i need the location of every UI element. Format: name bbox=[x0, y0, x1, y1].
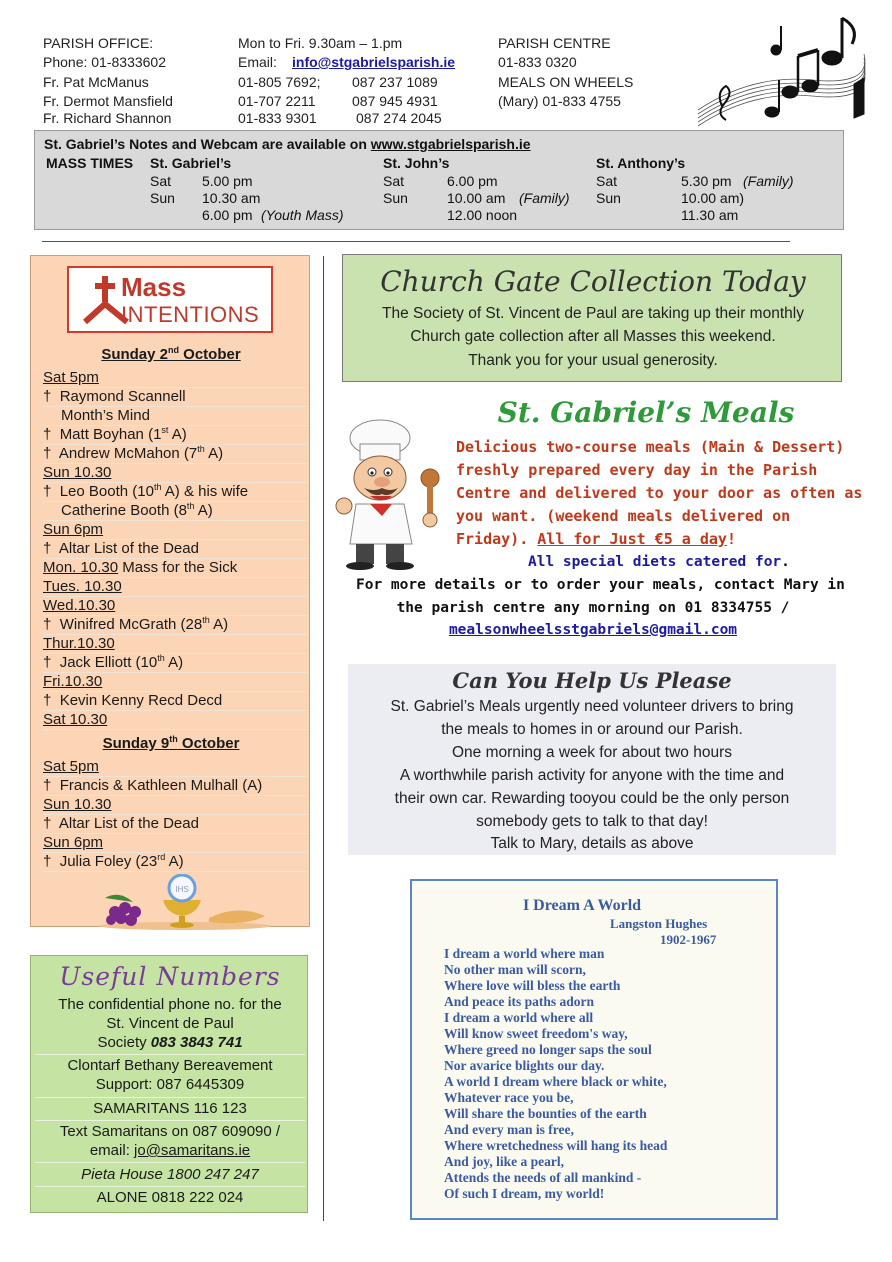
divider bbox=[35, 1054, 305, 1055]
office-phone: Phone: 01-8333602 bbox=[43, 54, 166, 70]
help-text: their own car. Rewarding tooyou could be the only person bbox=[394, 790, 790, 807]
bethany-phone: Support: 087 6445309 bbox=[95, 1076, 245, 1093]
office-label: PARISH OFFICE: bbox=[43, 35, 154, 51]
intention-time: Sun 10.30 bbox=[43, 464, 308, 483]
mass-day: Sun bbox=[150, 190, 175, 206]
mass-day: Sat bbox=[383, 173, 405, 189]
dagger-icon: † bbox=[43, 388, 52, 405]
intention-item: † Winifred McGrath (28th A) bbox=[43, 616, 308, 635]
intention-time: Wed.10.30 bbox=[43, 597, 308, 616]
mass-day: Sun bbox=[596, 190, 621, 206]
intention-time: Sat 5pm bbox=[43, 369, 308, 388]
divider bbox=[42, 241, 790, 242]
mass-time: 10.00 am bbox=[447, 190, 506, 206]
alone-phone: ALONE 0818 222 024 bbox=[96, 1189, 244, 1206]
church-gate-title: Church Gate Collection Today bbox=[380, 265, 806, 298]
mass-day: Sat bbox=[596, 173, 618, 189]
bethany-text: Clontarf Bethany Bereavement bbox=[67, 1057, 273, 1074]
divider bbox=[35, 1120, 305, 1121]
mass-note: (Family) bbox=[743, 173, 794, 189]
intention-time: Sun 10.30 bbox=[43, 796, 308, 815]
priest-phone: 01-805 7692; bbox=[238, 74, 321, 90]
meals-price: All for Just €5 a day bbox=[537, 530, 727, 548]
meals-text: you want. (weekend meals delivered on bbox=[456, 507, 791, 525]
office-email-link[interactable]: info@stgabrielsparish.ie bbox=[292, 54, 456, 70]
dagger-icon: † bbox=[43, 426, 52, 443]
svp-phone-line: Society 083 3843 741 bbox=[97, 1034, 243, 1051]
gate-text: The Society of St. Vincent de Paul are taking up their monthly bbox=[382, 305, 804, 322]
mass-time: 5.30 pm bbox=[681, 173, 732, 189]
poem-line: I dream a world where man bbox=[444, 946, 605, 961]
intention-item: † Francis & Kathleen Mulhall (A) bbox=[43, 777, 308, 796]
mass-day: Sat bbox=[150, 173, 172, 189]
sunday-heading: Sunday 9th October bbox=[102, 734, 240, 752]
help-text: A worthwhile parish activity for anyone with the time and bbox=[399, 767, 785, 784]
help-text: the meals to homes in or around our Parish. bbox=[441, 721, 743, 738]
poem-box bbox=[410, 879, 778, 1220]
intention-item: † Raymond Scannell bbox=[43, 388, 308, 407]
samaritans-email-link[interactable]: jo@samaritans.ie bbox=[134, 1142, 251, 1159]
priest-name: Fr. Richard Shannon bbox=[43, 110, 172, 126]
dagger-icon: † bbox=[43, 815, 52, 832]
svp-phone: 083 3843 741 bbox=[150, 1034, 243, 1051]
mass-times-table bbox=[34, 130, 844, 230]
help-text: Talk to Mary, details as above bbox=[490, 835, 694, 852]
intention-time: Sat 10.30 bbox=[43, 711, 308, 730]
intention-time: Thur.10.30 bbox=[43, 635, 308, 654]
meals-title: St. Gabriel’s Meals bbox=[497, 396, 795, 429]
useful-numbers-title: Useful Numbers bbox=[59, 962, 281, 991]
mass-day: Sun bbox=[383, 190, 408, 206]
poem-line: Will share the bounties of the earth bbox=[444, 1106, 647, 1121]
priest-mobile: 087 274 2045 bbox=[356, 110, 442, 126]
church-name: St. Anthony’s bbox=[596, 155, 686, 171]
intention-time: Tues. 10.30 bbox=[43, 578, 308, 597]
mass-note: (Youth Mass) bbox=[261, 207, 344, 223]
poem-line: No other man will scorn, bbox=[444, 962, 586, 977]
poem-line: And joy, like a pearl, bbox=[444, 1154, 565, 1169]
intention-item: † Leo Booth (10th A) & his wife bbox=[43, 483, 308, 502]
meals-label: MEALS ON WHEELS bbox=[498, 74, 634, 90]
poem-line: Where wretchedness will hang its head bbox=[444, 1138, 668, 1153]
intention-item: † Matt Boyhan (1st A) bbox=[43, 426, 308, 445]
poem-line: And peace its paths adorn bbox=[444, 994, 595, 1009]
sunday-heading: Sunday 2nd October bbox=[101, 345, 241, 363]
poem-line: Whatever race you be, bbox=[444, 1090, 574, 1105]
poem-line: Where greed no longer saps the soul bbox=[444, 1042, 652, 1057]
intention-item: † Andrew McMahon (7th A) bbox=[43, 445, 308, 464]
gate-text: Church gate collection after all Masses this weekend. bbox=[410, 328, 776, 345]
poem-line: Attends the needs of all mankind - bbox=[444, 1170, 642, 1185]
logo-word-intentions: INTENTIONS bbox=[121, 302, 260, 327]
intention-item: † Altar List of the Dead bbox=[43, 540, 308, 559]
divider bbox=[35, 1162, 305, 1163]
priest-name: Fr. Dermot Mansfield bbox=[43, 93, 173, 109]
centre-label: PARISH CENTRE bbox=[498, 35, 611, 51]
poem-line: And every man is free, bbox=[444, 1122, 574, 1137]
meals-email-link[interactable]: mealsonwheelsstgabriels@gmail.com bbox=[448, 622, 738, 638]
intention-item: † Kevin Kenny Recd Decd bbox=[43, 692, 308, 711]
intention-time: Sun 6pm bbox=[43, 521, 308, 540]
poem-line: Where love will bless the earth bbox=[444, 978, 621, 993]
samaritans-phone: SAMARITANS 116 123 bbox=[93, 1100, 247, 1117]
dagger-icon: † bbox=[43, 853, 52, 870]
special-diets: All special diets catered for. bbox=[528, 554, 790, 570]
mass-time: 10.30 am bbox=[202, 190, 261, 206]
svp-text: The confidential phone no. for the bbox=[58, 996, 282, 1013]
samaritans-email-line: email: jo@samaritans.ie bbox=[89, 1142, 251, 1159]
meals-contact: the parish centre any morning on 01 8334755 / bbox=[396, 600, 790, 616]
logo-word-mass: Mass bbox=[121, 272, 187, 302]
poem-line: A world I dream where black or white, bbox=[444, 1074, 667, 1089]
intention-item: Catherine Booth (8th A) bbox=[43, 502, 308, 521]
intention-time: Fri.10.30 bbox=[43, 673, 308, 692]
useful-numbers-panel bbox=[30, 955, 308, 1213]
host-text: IHS bbox=[175, 885, 189, 894]
poem-line: I dream a world where all bbox=[444, 1010, 594, 1025]
dagger-icon: † bbox=[43, 540, 52, 557]
dagger-icon: † bbox=[43, 692, 52, 709]
meals-contact: (Mary) 01-833 4755 bbox=[498, 93, 621, 109]
meals-text: freshly prepared every day in the Parish bbox=[456, 461, 818, 479]
intention-item: † Jack Elliott (10th A) bbox=[43, 654, 308, 673]
help-box bbox=[348, 664, 836, 855]
dagger-icon: † bbox=[43, 777, 52, 794]
chalice-grapes-icon bbox=[97, 874, 273, 930]
music-notes-icon bbox=[692, 14, 868, 130]
intention-item: Month’s Mind bbox=[43, 407, 308, 426]
mass-time: 5.00 pm bbox=[202, 173, 253, 189]
help-text: One morning a week for about two hours bbox=[451, 744, 732, 761]
priest-mobile: 087 945 4931 bbox=[352, 93, 438, 109]
intention-item: † Julia Foley (23rd A) bbox=[43, 853, 308, 872]
intention-time: Sat 5pm bbox=[43, 758, 308, 777]
poem-author: Langston Hughes bbox=[610, 916, 708, 931]
intention-time: Sun 6pm bbox=[43, 834, 308, 853]
mass-intentions-logo bbox=[67, 266, 273, 333]
intention-time: Mon. 10.30 Mass for the Sick bbox=[43, 559, 308, 578]
chef-icon bbox=[330, 416, 448, 572]
mass-intentions-panel bbox=[30, 255, 310, 927]
website-link[interactable]: www.stgabrielsparish.ie bbox=[370, 136, 531, 152]
priest-name: Fr. Pat McManus bbox=[43, 74, 149, 90]
dagger-icon: † bbox=[43, 616, 52, 633]
meals-contact: For more details or to order your meals, contact Mary in bbox=[356, 577, 845, 593]
poem-years: 1902-1967 bbox=[660, 932, 717, 947]
poem-line: Nor avarice blights our day. bbox=[444, 1058, 605, 1073]
priest-phone: 01-707 2211 bbox=[238, 93, 316, 109]
mass-times-label: MASS TIMES bbox=[46, 155, 134, 171]
church-gate-box bbox=[342, 254, 842, 382]
mass-time: 6.00 pm bbox=[447, 173, 498, 189]
dagger-icon: † bbox=[43, 654, 52, 671]
gate-text: Thank you for your usual generosity. bbox=[468, 352, 718, 369]
meals-price-line: Friday). All for Just €5 a day! bbox=[456, 530, 736, 548]
dagger-icon: † bbox=[43, 445, 52, 462]
mass-time: 11.30 am bbox=[681, 207, 739, 223]
church-name: St. John’s bbox=[383, 155, 450, 171]
column-divider bbox=[323, 256, 324, 1221]
svp-text: St. Vincent de Paul bbox=[106, 1015, 234, 1032]
centre-phone: 01-833 0320 bbox=[498, 54, 577, 70]
intention-item: † Altar List of the Dead bbox=[43, 815, 308, 834]
divider bbox=[35, 1186, 305, 1187]
meals-text: Delicious two-course meals (Main & Dessert) bbox=[456, 438, 845, 456]
mass-time: 12.00 noon bbox=[447, 207, 518, 223]
poem-title: I Dream A World bbox=[522, 897, 642, 914]
office-hours: Mon to Fri. 9.30am – 1.pm bbox=[238, 35, 403, 51]
dagger-icon: † bbox=[43, 483, 52, 500]
meals-text: Centre and delivered to your door as often as bbox=[456, 484, 863, 502]
poem-line: Will know sweet freedom's way, bbox=[444, 1026, 628, 1041]
help-text: somebody gets to talk to that day! bbox=[476, 813, 708, 830]
church-name: St. Gabriel’s bbox=[150, 155, 232, 171]
help-title: Can You Help Us Please bbox=[452, 668, 732, 693]
priest-phone: 01-833 9301 bbox=[238, 110, 317, 126]
poem-line: Of such I dream, my world! bbox=[444, 1186, 605, 1201]
email-label: Email: bbox=[238, 54, 277, 70]
mass-time: 6.00 pm bbox=[202, 207, 253, 223]
text-samaritans: Text Samaritans on 087 609090 / bbox=[59, 1123, 281, 1140]
priest-mobile: 087 237 1089 bbox=[352, 74, 438, 90]
pieta-house: Pieta House 1800 247 247 bbox=[81, 1166, 259, 1183]
mass-note: (Family) bbox=[519, 190, 570, 206]
help-text: St. Gabriel’s Meals urgently need volunteer drivers to bring bbox=[390, 698, 794, 715]
mass-time: 10.00 am) bbox=[681, 190, 745, 206]
divider bbox=[35, 1097, 305, 1098]
notes-notice: St. Gabriel’s Notes and Webcam are available on www.stgabrielsparish.ie bbox=[44, 136, 531, 152]
